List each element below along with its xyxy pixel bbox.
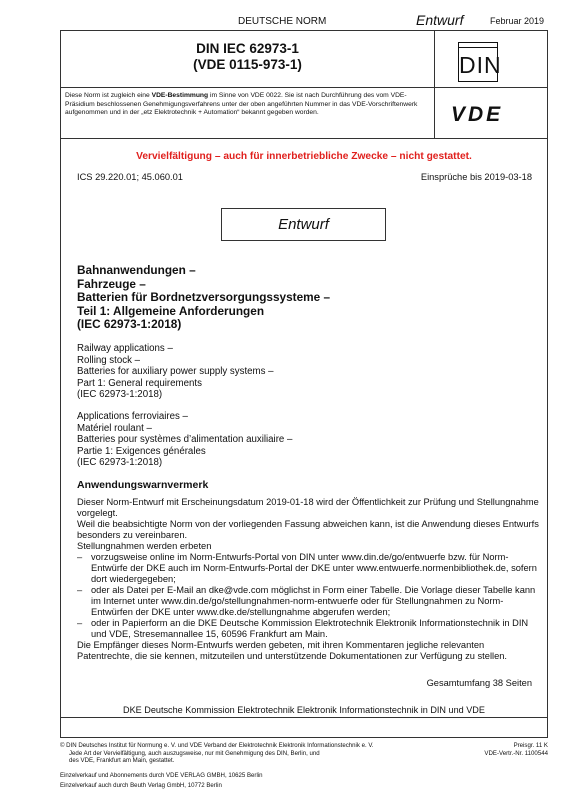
title-line: Railway applications –: [77, 343, 173, 354]
title-line: Teil 1: Allgemeine Anforderungen: [77, 303, 265, 318]
bullet-text: oder in Papierform an die DKE Deutsche Kommission Elektrotechnik Elektronik Informationstechnik in DIN und VDE, Stresemannallee 15, 60596 Frankfurt am Main.: [91, 618, 529, 639]
title-line: Batterien für Bordnetzversorgungssysteme –: [77, 290, 331, 305]
vde-logo: VDE: [451, 103, 504, 126]
bullet-text: vorzugsweise online im Norm-Entwurfs-Portal von DIN unter www.din.de/go/entwuerfe bzw. für Norm-Entwürfe der DKE auch im Norm-Entwurfs-Portal der DKE unter www.entwuerfe.normenbibliothek.de, sofern dort wiedergegeben;: [91, 552, 537, 584]
vde-note-post: im Sinne von VDE 0022. Sie ist nach Durchführung des vom VDE-Präsidium beschlossenen Genehmigungsverfahrens unter der oben angeführten Nummer in das VDE-Vorschriftenwerk aufgenommen und in der „etz Elektrotechnik + Automation“ bekannt gegeben worden.: [65, 92, 418, 117]
din-logo-text: DIN: [459, 52, 502, 78]
notice-paragraph: Die Empfänger dieses Norm-Entwurfs werden gebeten, mit ihren Kommentaren jegliche relevanten Patentrechte, die sie kennen, mitzuteilen und unterstützende Dokumentationen zur Verfügung zu stellen.: [77, 640, 507, 661]
divider: [61, 138, 547, 139]
ics-code: ICS 29.220.01; 45.060.01: [77, 172, 183, 182]
warning-notice-body: [77, 497, 539, 662]
title-german: [77, 264, 527, 332]
title-line: Batteries pour systèmes d’alimentation auxiliaire –: [77, 434, 293, 446]
divider: [434, 31, 435, 138]
dke-commission: DKE Deutsche Kommission Elektrotechnik Elektronik Informationstechnik in DIN und VDE: [123, 705, 485, 715]
vde-note-bold: VDE-Bestimmung: [151, 92, 209, 99]
sales-info-vde: Einzelverkauf und Abonnements durch VDE VERLAG GMBH, 10625 Berlin: [60, 772, 263, 779]
title-line: Rolling stock –: [77, 354, 140, 366]
entwurf-label: Entwurf: [416, 12, 464, 28]
reproduction-warning: Vervielfältigung – auch für innerbetriebliche Zwecke – nicht gestattet.: [136, 151, 472, 162]
title-line: (IEC 62973-1:2018): [77, 317, 182, 332]
notice-bullet: [77, 585, 539, 618]
vde-contract-number: VDE-Vertr.-Nr. 1100544: [484, 749, 548, 757]
title-line: Batteries for auxiliary power supply systems –: [77, 366, 274, 378]
title-line: Applications ferroviaires –: [77, 411, 188, 422]
standard-number-vde: (VDE 0115-973-1): [193, 57, 302, 72]
vde-note-pre: Diese Norm ist zugleich eine: [65, 92, 152, 99]
notice-bullet: [77, 618, 539, 640]
title-line: Partie 1: Exigences générales: [77, 445, 206, 457]
title-line: (IEC 62973-1:2018): [77, 389, 163, 401]
bullet-dash: –: [77, 618, 83, 628]
notice-paragraph: Stellungnahmen werden erbeten: [77, 541, 212, 551]
draft-box: Entwurf: [221, 208, 386, 241]
bullet-dash: –: [77, 585, 83, 595]
title-line: Part 1: General requirements: [77, 377, 202, 389]
total-pages: Gesamtumfang 38 Seiten: [426, 678, 532, 688]
divider: [61, 717, 547, 718]
title-line: Bahnanwendungen –: [77, 263, 196, 277]
document-frame: [60, 30, 548, 738]
standard-number-din: DIN IEC 62973-1: [196, 41, 299, 56]
title-french: [77, 411, 527, 469]
notice-paragraph: Weil die beabsichtigte Norm von der vorliegenden Fassung abweichen kann, ist die Anwendung dieses Entwurfs besonders zu vereinbaren.: [77, 519, 539, 540]
vde-note: [65, 92, 434, 118]
title-english: [77, 343, 527, 401]
objection-deadline: Einsprüche bis 2019-03-18: [420, 172, 532, 182]
bullet-dash: –: [77, 552, 83, 562]
copyright-notice: [60, 742, 440, 765]
title-line: Fahrzeuge –: [77, 276, 146, 291]
copyright-line: des VDE, Frankfurt am Main, gestattet.: [69, 757, 175, 765]
notice-bullet: [77, 552, 539, 585]
copyright-line: Jede Art der Vervielfältigung, auch auszugsweise, nur mit Genehmigung des DIN, Berlin, und: [69, 749, 320, 757]
price-info: [484, 742, 548, 757]
copyright-line: © DIN Deutsches Institut für Normung e. V. und VDE Verband der Elektrotechnik Elektronik Informationstechnik e. V.: [60, 742, 374, 749]
notice-paragraph: Dieser Norm-Entwurf mit Erscheinungsdatum 2019-01-18 wird der Öffentlichkeit zur Prüfung und Stellungnahme vorgelegt.: [77, 497, 539, 518]
sales-info-beuth: Einzelverkauf auch durch Beuth Verlag GmbH, 10772 Berlin: [60, 782, 222, 789]
din-logo: [458, 42, 502, 82]
warning-notice-heading: Anwendungswarnvermerk: [77, 479, 209, 491]
price-group: Preisgr. 11 K: [513, 742, 548, 749]
standard-number: [61, 41, 434, 73]
divider: [61, 87, 547, 88]
bullet-text: oder als Datei per E-Mail an dke@vde.com möglichst in Form einer Tabelle. Die Vorlage dieser Tabelle kann im Internet unter www.din.de/go/stellungnahmen-norm-entwuerfe oder für Stellungnahmen zu Norm-Entwürfen der DKE unter www.dke.de/stellungnahme abgerufen werden;: [91, 585, 536, 617]
title-line: (IEC 62973-1:2018): [77, 457, 163, 469]
din-logo-bar: [459, 47, 497, 48]
issue-date: Februar 2019: [489, 16, 544, 26]
title-line: Matériel roulant –: [77, 422, 152, 434]
norm-label: DEUTSCHE NORM: [238, 16, 327, 27]
